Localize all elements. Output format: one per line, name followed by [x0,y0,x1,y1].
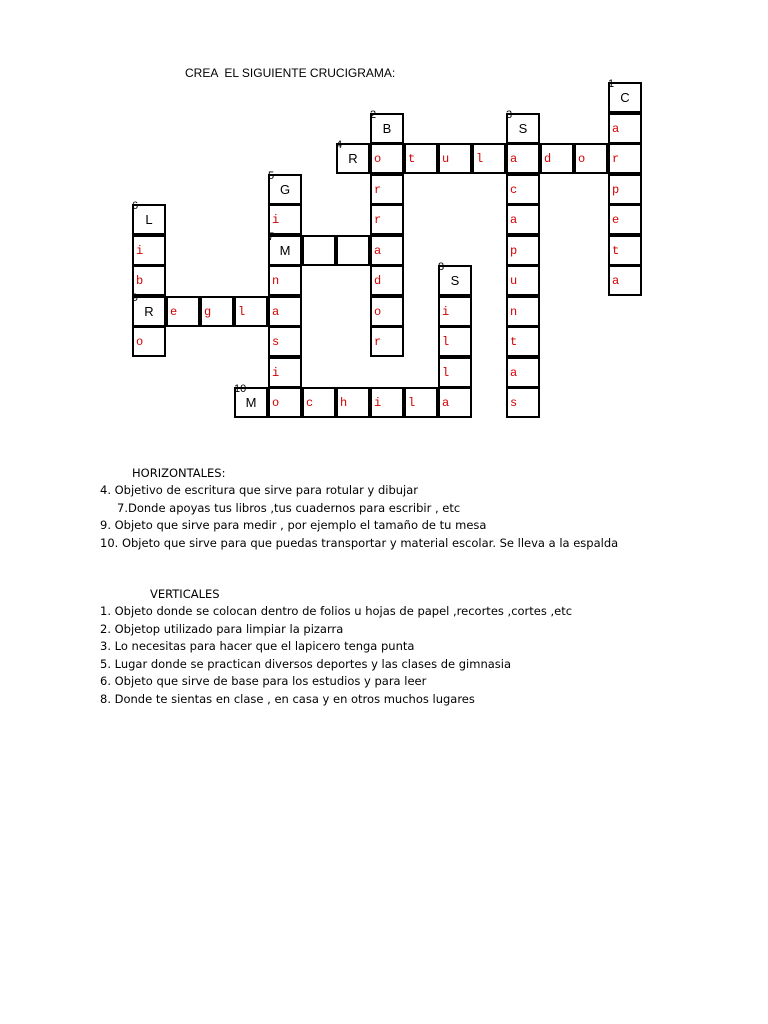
start-letter: R [144,303,154,319]
start-letter: C [620,90,630,105]
solution-letter: n [272,274,280,288]
crossword-cell [608,204,642,235]
clue-number: 3 [506,108,513,121]
clue-3: 3. Lo necesitas para hacer que el lapicero tenga punta [100,639,415,653]
crossword-cell [370,387,404,418]
solution-letter: p [612,182,620,197]
start-letter: S [450,273,460,288]
crossword-grid [0,0,768,430]
solution-letter: a [510,152,518,166]
crossword-cell [574,143,608,174]
crossword-cell [268,357,302,388]
start-letter: M [279,242,291,258]
solution-letter: d [374,274,382,288]
crossword-cell [268,265,302,296]
vertical-heading: VERTICALES [150,587,220,601]
crossword-cell [132,200,166,235]
crossword-cell [336,235,370,266]
crossword-cell [132,326,166,357]
crossword-cell [472,143,506,174]
clue-number: 9 [132,291,139,304]
crossword-cell [506,204,540,235]
crossword-cell [370,235,404,266]
crossword-cell [506,296,540,327]
crossword-cell [506,235,540,266]
solution-letter: a [510,365,518,380]
crossword-cell [370,174,404,205]
start-letter: G [279,181,291,197]
solution-letter: i [272,365,280,380]
clue-number: 4 [336,139,343,151]
clue-number: 10 [234,383,247,395]
solution-letter: i [136,243,144,258]
clue-1: 1. Objeto donde se colocan dentro de folios u hojas de papel ,recortes ,cortes ,etc [100,604,573,618]
solution-letter: p [510,243,518,258]
crossword-cell [336,139,370,174]
crossword-cell [506,108,540,144]
crossword-cell [268,326,302,357]
crossword-cell [438,261,472,296]
solution-letter: o [136,335,144,349]
solution-letter: i [442,304,450,319]
crossword-cell [370,296,404,327]
solution-letter: l [408,396,416,410]
crossword-cell [370,108,404,144]
crossword-cell [608,78,642,113]
crossword-cell [234,383,268,418]
start-letter: M [245,395,257,410]
crossword-cell [608,143,642,174]
solution-letter: e [612,213,620,227]
solution-letter: t [408,152,416,166]
crossword-cell [132,235,166,266]
solution-letter: r [374,213,382,227]
solution-letter: s [510,396,518,410]
horizontal-clues [100,464,740,552]
solution-letter: i [272,213,280,227]
crossword-cell [166,296,200,327]
crossword-cell [404,387,438,418]
start-letter: B [382,120,392,136]
start-letter: R [348,151,358,166]
clue-5: 5. Lugar donde se practican diversos deportes y las clases de gimnasia [100,656,512,671]
solution-letter: g [204,304,212,319]
solution-letter: u [442,152,450,166]
crossword-cell [438,387,472,418]
solution-letter: b [136,274,144,288]
solution-letter: t [612,243,620,258]
crossword-cell [370,265,404,296]
crossword-cell [438,357,472,388]
solution-letter: r [374,335,382,349]
crossword-cell [302,387,336,418]
solution-letter: s [272,335,280,349]
crossword-cell [404,143,438,174]
start-letter: L [145,212,153,227]
crossword-cell [268,230,302,266]
clue-6: 6. Objeto que sirve de base para los estudios y para leer [100,674,427,688]
crossword-cell [608,265,642,296]
clue-number: 1 [608,78,615,90]
crossword-cell [370,204,404,235]
solution-letter: l [442,335,450,349]
start-letter: S [518,120,528,136]
crossword-cell [506,174,540,205]
clue-number: 5 [268,169,275,182]
solution-letter: a [442,396,450,410]
solution-letter: o [374,304,382,319]
crossword-cell [268,387,302,418]
solution-letter: r [612,152,620,166]
crossword-cell [506,357,540,388]
solution-letter: t [510,335,518,349]
crossword-cell [608,174,642,205]
crossword-cell [234,296,268,327]
solution-letter: a [612,274,620,288]
clue-2: 2. Objetop utilizado para limpiar la pizarra [100,621,344,636]
solution-letter: a [374,243,382,258]
solution-letter: i [374,396,382,410]
solution-letter: d [544,152,552,166]
solution-letter: h [340,396,348,410]
solution-letter: r [374,182,382,197]
vertical-clues [100,585,740,708]
clue-number: 2 [370,108,377,121]
solution-letter: a [612,121,620,136]
crossword-cell [438,326,472,357]
clue-9: 9. Objeto que sirve para medir , por ejemplo el tamaño de tu mesa [100,518,487,532]
crossword-cell [608,113,642,144]
clue-number: 7 [268,230,275,243]
solution-letter: l [442,365,450,380]
crossword-cell [132,291,166,327]
clue-8: 8. Donde te sientas en clase , en casa y en otros muchos lugares [100,691,475,706]
solution-letter: a [510,213,518,227]
solution-letter: a [272,304,280,319]
crossword-cell [268,296,302,327]
clue-number: 6 [132,200,139,212]
solution-letter: o [272,396,280,410]
solution-letter: u [510,274,518,288]
crossword-cell [302,235,336,266]
crossword-cell [370,326,404,357]
crossword-cell [506,143,540,174]
solution-letter: n [510,304,518,319]
clue-number: 8 [438,261,445,273]
crossword-cell [268,169,302,205]
solution-letter: o [578,152,586,166]
page-title: CREA EL SIGUIENTE CRUCIGRAMA: [185,66,396,80]
crossword-cell [506,265,540,296]
crossword-cell [506,387,540,418]
solution-letter: e [170,304,178,319]
crossword-cell [608,235,642,266]
crossword-cell [370,143,404,174]
crossword-cell [506,326,540,357]
crossword-cell [200,296,234,327]
crossword-cell [540,143,574,174]
solution-letter: l [238,304,246,319]
crossword-cell [438,296,472,327]
crossword-cell [336,387,370,418]
solution-letter: l [476,152,484,166]
clue-4: 4. Objetivo de escritura que sirve para rotular y dibujar [100,483,419,497]
clue-10: 10. Objeto que sirve para que puedas transportar y material escolar. Se lleva a la espalda [100,535,619,550]
horizontal-heading: HORIZONTALES: [132,466,226,480]
solution-letter: o [374,152,382,166]
solution-letter: c [306,396,314,410]
solution-letter: c [510,182,518,197]
crossword-cell [438,143,472,174]
clue-7: 7.Donde apoyas tus libros ,tus cuadernos para escribir , etc [117,500,461,515]
